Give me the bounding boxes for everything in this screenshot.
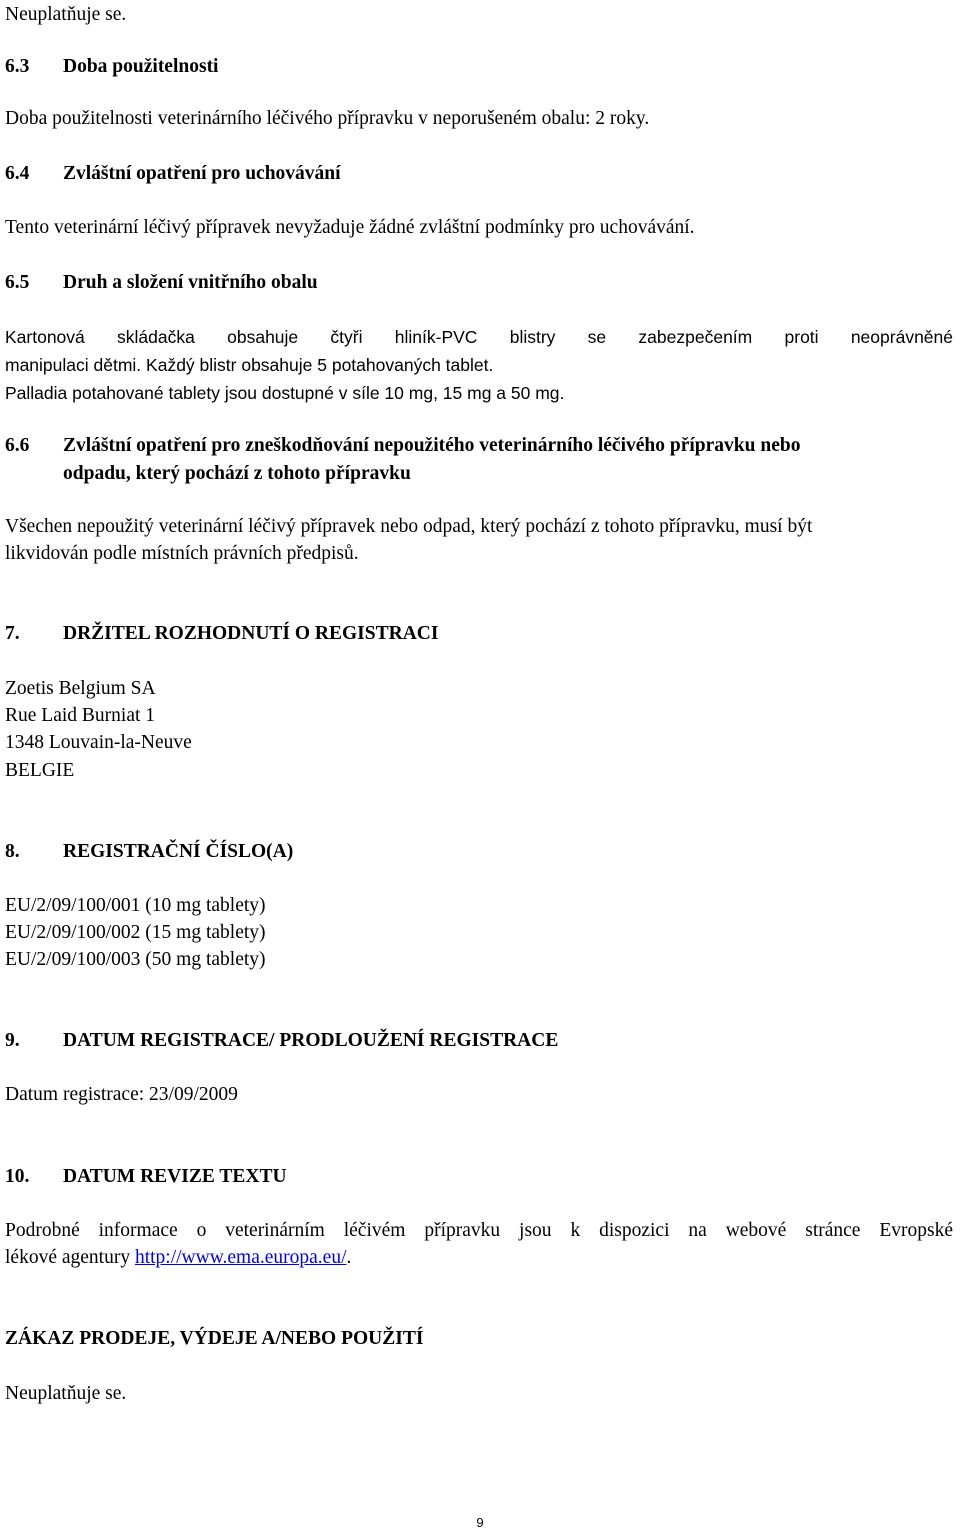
- ema-link[interactable]: http://www.ema.europa.eu/: [134, 1247, 347, 1268]
- heading-number: 6.6: [5, 435, 30, 456]
- intro-text: Neuplatňuje se.: [5, 4, 127, 25]
- heading-restriction: ZÁKAZ PRODEJE, VÝDEJE A/NEBO POUŽITÍ: [5, 1328, 424, 1349]
- paragraph-6-5-line3: Palladia potahované tablety jsou dostupné v síle 10 mg, 15 mg a 50 mg.: [5, 383, 565, 403]
- heading-9: [5, 1029, 558, 1053]
- paragraph-6-6-line2: likvidován podle místních právních předpisů.: [5, 543, 359, 564]
- heading-6-6: [5, 434, 800, 458]
- heading-8: [5, 840, 293, 864]
- paragraph-6-3: Doba použitelnosti veterinárního léčivého přípravku v neporušeném obalu: 2 roky.: [5, 108, 650, 129]
- heading-6-5: [5, 271, 318, 295]
- heading-title: DATUM REVIZE TEXTU: [63, 1166, 287, 1187]
- heading-10: [5, 1165, 287, 1189]
- heading-number: 8.: [5, 841, 20, 862]
- address-line: 1348 Louvain-la-Neuve: [5, 732, 192, 753]
- heading-number: 7.: [5, 623, 20, 644]
- heading-number: 6.5: [5, 272, 30, 293]
- paragraph-6-5-line1: Kartonová skládačka obsahuje čtyři hliník-PVC blistry se zabezpečením proti neoprávněné: [5, 327, 953, 347]
- heading-title: Druh a složení vnitřního obalu: [63, 272, 318, 293]
- heading-number: 9.: [5, 1030, 20, 1051]
- paragraph-restriction: Neuplatňuje se.: [5, 1383, 127, 1404]
- paragraph-10-line2: [5, 1246, 351, 1270]
- heading-title: Doba použitelnosti: [63, 56, 219, 77]
- heading-6-3: [5, 55, 218, 79]
- heading-number: 6.3: [5, 56, 30, 77]
- paragraph-9: Datum registrace: 23/09/2009: [5, 1084, 238, 1105]
- heading-title: Zvláštní opatření pro uchovávání: [63, 163, 341, 184]
- paragraph-6-5-line2: manipulaci dětmi. Každý blistr obsahuje 5 potahovaných tablet.: [5, 355, 494, 375]
- heading-number: 10.: [5, 1166, 30, 1187]
- heading-6-4: [5, 162, 341, 186]
- heading-title-line1: Zvláštní opatření pro zneškodňování nepoužitého veterinárního léčivého přípravku nebo: [63, 435, 801, 456]
- heading-number: 6.4: [5, 163, 30, 184]
- paragraph-10-line1: Podrobné informace o veterinárním léčivém přípravku jsou k dispozici na webové stránce Evropské: [5, 1220, 953, 1241]
- registration-number: EU/2/09/100/001 (10 mg tablety): [5, 895, 266, 916]
- heading-6-6-line2: odpadu, který pochází z tohoto přípravku: [63, 463, 411, 484]
- page-number: 9: [476, 1515, 484, 1530]
- paragraph-6-4: Tento veterinární léčivý přípravek nevyžaduje žádné zvláštní podmínky pro uchovávání.: [5, 217, 695, 238]
- heading-title: DRŽITEL ROZHODNUTÍ O REGISTRACI: [63, 623, 439, 644]
- address-line: BELGIE: [5, 760, 75, 781]
- paragraph-6-6-line1: Všechen nepoužitý veterinární léčivý přípravek nebo odpad, který pochází z tohoto přípravku, musí být: [5, 516, 813, 537]
- heading-7: [5, 622, 438, 646]
- address-line: Zoetis Belgium SA: [5, 678, 156, 699]
- heading-title: REGISTRAČNÍ ČÍSLO(A): [63, 841, 294, 862]
- address-line: Rue Laid Burniat 1: [5, 705, 156, 726]
- registration-number: EU/2/09/100/003 (50 mg tablety): [5, 949, 266, 970]
- registration-number: EU/2/09/100/002 (15 mg tablety): [5, 922, 266, 943]
- heading-title: DATUM REGISTRACE/ PRODLOUŽENÍ REGISTRACE: [63, 1030, 559, 1051]
- link-suffix: .: [346, 1247, 352, 1268]
- link-prefix: lékové agentury: [5, 1247, 135, 1268]
